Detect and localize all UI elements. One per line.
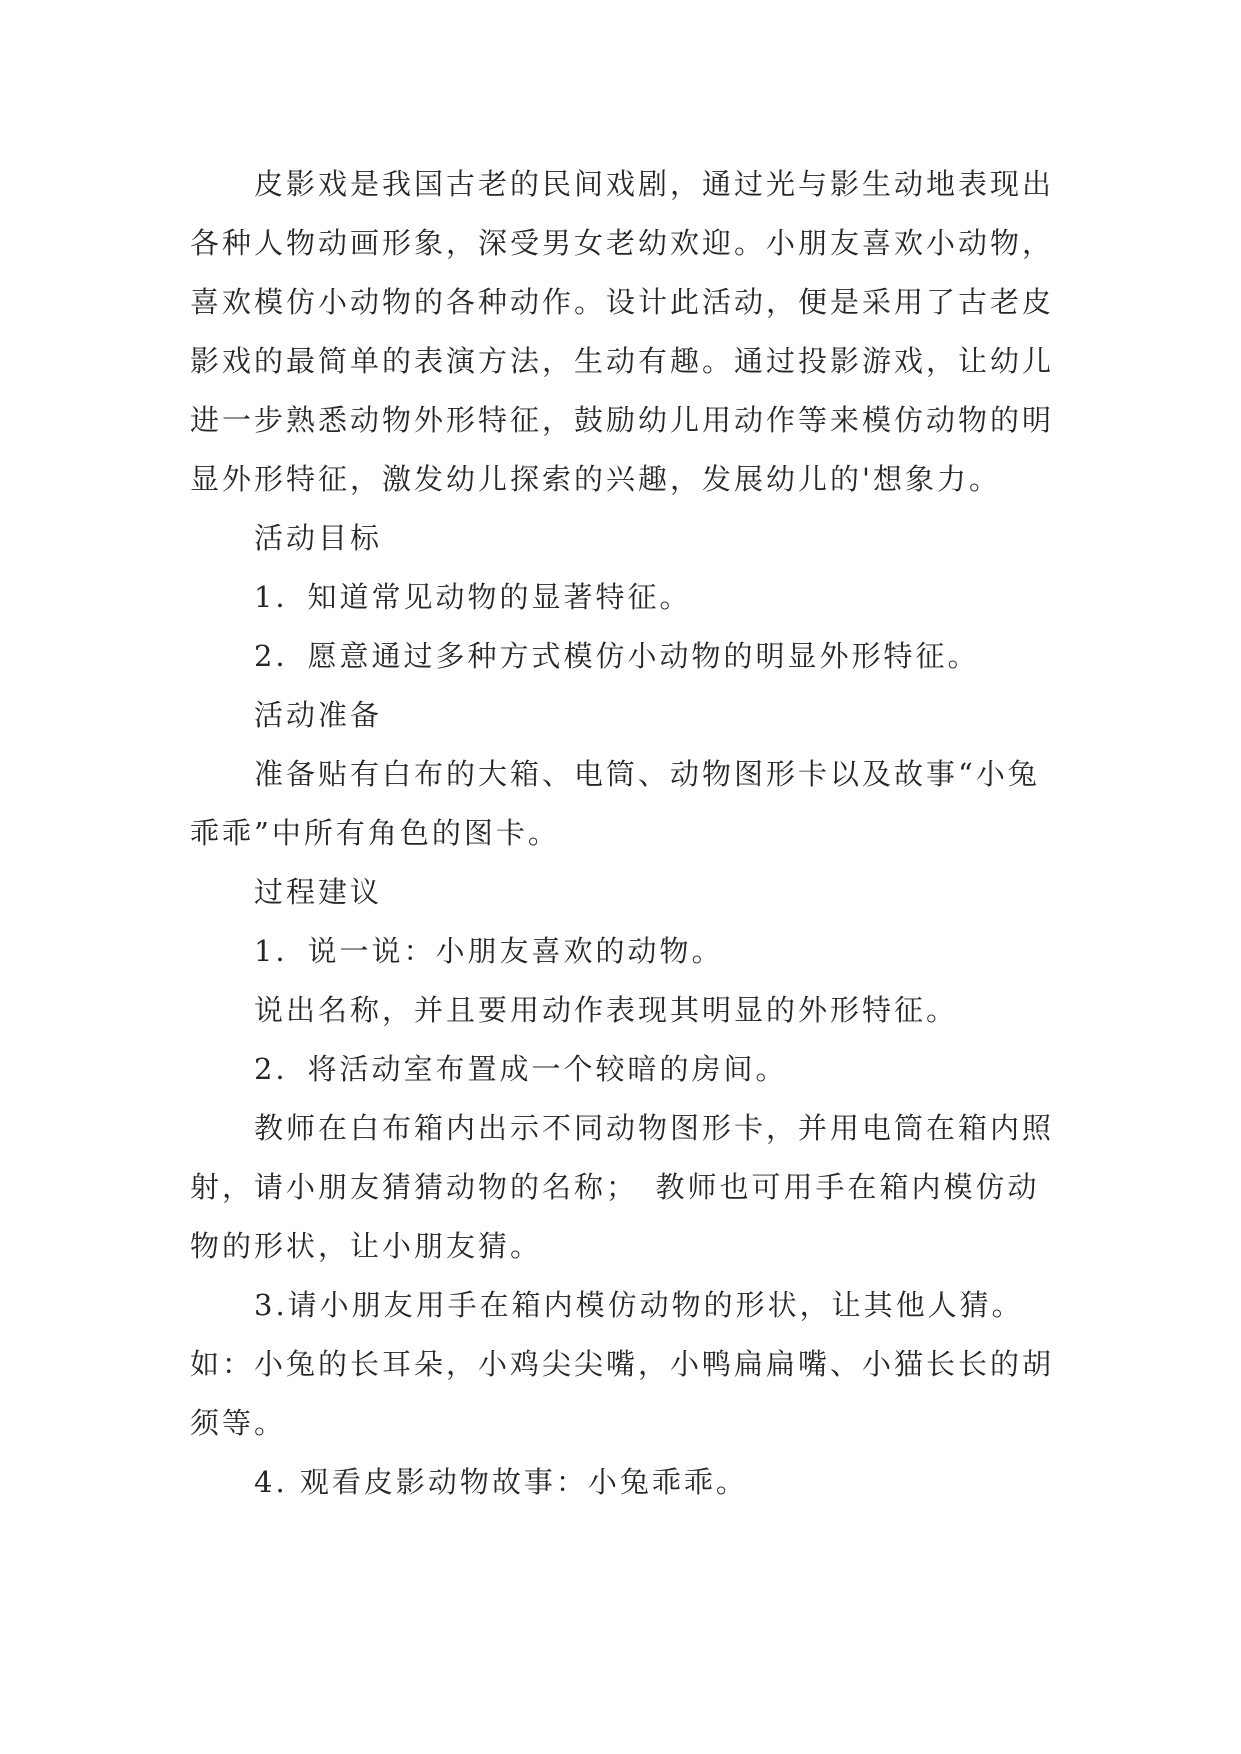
heading-activity-preparation: 活动准备 <box>254 698 383 732</box>
preparation-paragraph: 准备贴有白布的大箱、电筒、动物图形卡以及故事“小兔乖乖”中所有角色的图卡。 <box>190 757 1040 850</box>
goal-item-1: 1．知道常见动物的显著特征。 <box>254 580 692 614</box>
step-2-detail: 教师在白布箱内出示不同动物图形卡，并用电筒在箱内照射，请小朋友猜猜动物的名称； 教师也可用手在箱内模仿动物的形状，让小朋友猜。 <box>190 1111 1055 1263</box>
heading-process-suggestions: 过程建议 <box>254 875 383 909</box>
document-body <box>190 155 1060 1512</box>
heading-activity-goals: 活动目标 <box>254 521 383 555</box>
step-4: 4. 观看皮影动物故事：小兔乖乖。 <box>254 1465 748 1499</box>
intro-paragraph: 皮影戏是我国古老的民间戏剧，通过光与影生动地表现出各种人物动画形象，深受男女老幼欢迎。小朋友喜欢小动物，喜欢模仿小动物的各种动作。设计此活动，便是采用了古老皮影戏的最简单的表演方法，生动有趣。通过投影游戏，让幼儿进一步熟悉动物外形特征，鼓励幼儿用动作等来模仿动物的明显外形特征，激发幼儿探索的兴趣，发展幼儿的'想象力。 <box>190 167 1055 496</box>
step-2: 2．将活动室布置成一个较暗的房间。 <box>254 1052 788 1086</box>
goal-item-2: 2．愿意通过多种方式模仿小动物的明显外形特征。 <box>254 639 980 673</box>
step-1-detail: 说出名称，并且要用动作表现其明显的外形特征。 <box>254 993 959 1027</box>
step-3: 3.请小朋友用手在箱内模仿动物的形状，让其他人猜。如：小兔的长耳朵，小鸡尖尖嘴，小鸭扁扁嘴、小猫长长的胡须等。 <box>190 1288 1055 1440</box>
step-1: 1．说一说：小朋友喜欢的动物。 <box>254 934 724 968</box>
